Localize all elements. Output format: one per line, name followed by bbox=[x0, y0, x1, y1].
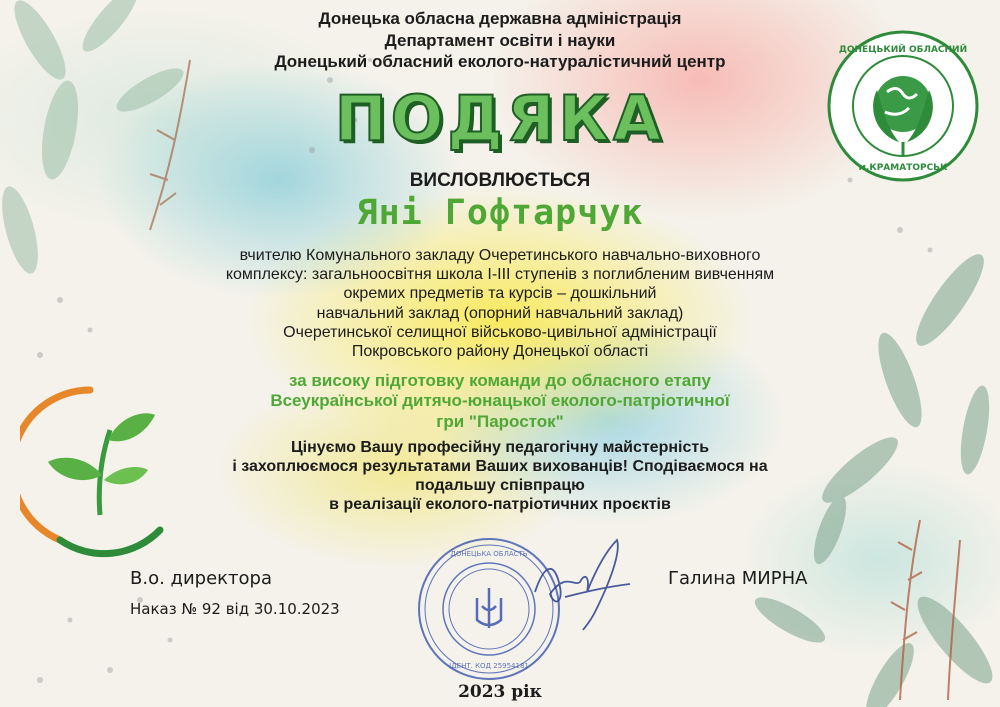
reason-line: гри "Паросток" bbox=[436, 412, 564, 431]
header-line-center: Донецький обласний еколого-натуралістичний центр bbox=[274, 52, 726, 71]
signer-position: В.о. директора bbox=[130, 568, 272, 589]
svg-text:м.КРАМАТОРСЬК: м.КРАМАТОРСЬК bbox=[858, 163, 948, 173]
position-line: окремих предметів та курсів – дошкільний bbox=[343, 285, 657, 302]
certificate-title: ПОДЯКА bbox=[334, 82, 666, 155]
reason-line: за високу підготовку команди до обласного етапу bbox=[289, 371, 711, 390]
svg-text:ДОНЕЦЬКИЙ ОБЛАСНИЙ: ДОНЕЦЬКИЙ ОБЛАСНИЙ bbox=[838, 45, 968, 55]
position-line: Очеретинської селищної військово-цивільної адміністрації bbox=[283, 324, 717, 341]
position-line: Покровського району Донецької області bbox=[351, 343, 649, 360]
svg-text:ДОНЕЦЬКА ОБЛАСТЬ: ДОНЕЦЬКА ОБЛАСТЬ bbox=[450, 550, 528, 558]
wish-line: Цінуємо Вашу професійну педагогічну майстерність bbox=[290, 439, 710, 456]
signature-icon bbox=[525, 532, 635, 632]
signer-name: Галина МИРНА bbox=[668, 568, 808, 589]
position-line: комплексу: загальноосвітня школа І-ІІІ ступенів з поглибленим вивченням bbox=[225, 266, 775, 283]
wish-line: подальшу співпрацю bbox=[415, 477, 585, 494]
order-reference: Наказ № 92 від 30.10.2023 bbox=[130, 600, 340, 618]
reason-line: Всеукраїнської дитячо-юнацької еколого-патріотичної bbox=[270, 391, 730, 410]
header-line-department: Департамент освіти і науки bbox=[384, 31, 616, 50]
position-line: вчителю Комунального закладу Очеретинського навчально-виховного bbox=[239, 247, 761, 264]
wish-line: і захоплюємося результатами Ваших вихованців! Сподіваємося на bbox=[232, 458, 768, 475]
position-line: навчальний заклад (опорний навчальний заклад) bbox=[316, 305, 684, 322]
expressed-label: ВИСЛОВЛЮЄТЬСЯ bbox=[409, 170, 591, 191]
recipient-name: Яні Гофтарчук bbox=[356, 193, 644, 233]
trident-icon bbox=[477, 588, 501, 628]
year-label: 2023 рік bbox=[458, 682, 542, 702]
wish-line: в реалізації еколого-патріотичних проєктів bbox=[329, 496, 671, 513]
header-line-administration: Донецька обласна державна адміністрація bbox=[318, 9, 682, 28]
svg-text:ІДЕНТ. КОД 25954181: ІДЕНТ. КОД 25954181 bbox=[449, 662, 529, 670]
